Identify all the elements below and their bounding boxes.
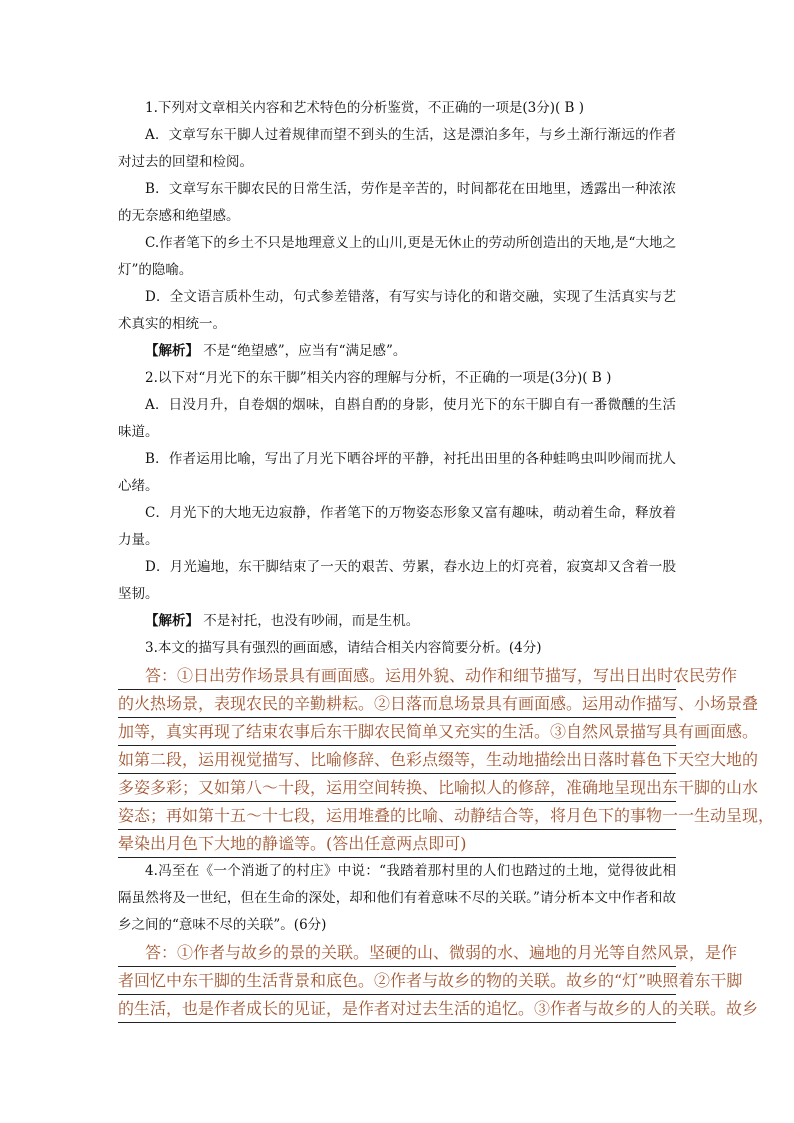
question-2-stem: 2.以下对“月光下的东干脚”相关内容的理解与分析，不正确的一项是(3分)( B ) xyxy=(145,370,612,386)
answer-line xyxy=(118,662,738,690)
question-3-answer xyxy=(118,662,775,858)
question-1-option-b: B．文章写东干脚农民的日常生活，劳作是辛苦的，时间都花在田地里，透露出一种浓浓的无奈感和绝望感。 xyxy=(118,181,676,224)
answer-line: 的火热场景，表现农民的辛勤耕耘。②日落而息场景具有画面感。运用动作描写、小场景叠 xyxy=(118,690,676,718)
question-3-stem: 3.本文的描写具有强烈的画面感，请结合相关内容简要分析。(4分) xyxy=(145,640,542,656)
question-2-option-b: B．作者运用比喻，写出了月光下晒谷坪的平静，衬托出田里的各种蛙鸣虫叫吵闹而扰人心绪。 xyxy=(118,451,676,494)
answer-label: 答： xyxy=(145,943,178,962)
question-4-answer xyxy=(118,939,759,1023)
question-2-option-a: A．日没月升，自卷烟的烟味，自斟自酌的身影，使月光下的东干脚自有一番微醺的生活味道。 xyxy=(118,397,676,440)
question-1-option-a: A．文章写东干脚人过着规律而望不到头的生活，这是漂泊多年，与乡土渐行渐远的作者对过去的回望和检阅。 xyxy=(118,127,676,170)
analysis-label: 【解析】 xyxy=(145,343,199,359)
answer-text: ①作者与故乡的景的关联。坚硬的山、微弱的水、遍地的月光等自然风景，是作 xyxy=(177,943,738,962)
question-1-analysis xyxy=(118,338,676,365)
answer-line: 晕染出月色下大地的静谧等。(答出任意两点即可) xyxy=(118,830,676,858)
answer-line xyxy=(118,939,738,967)
question-4-stem: 4.冯至在《一个消逝了的村庄》中说：“我踏着那村里的人们也踏过的土地，觉得彼此相隔虽然将及一世纪，但在生命的深处，却和他们有着意味不尽的关联。”请分析本文中作者和故乡之间的“意味不尽的关联”。(6分) xyxy=(118,863,676,933)
answer-line: 多姿多彩；又如第八～十段，运用空间转换、比喻拟人的修辞，准确地呈现出东干脚的山水 xyxy=(118,774,676,802)
analysis-text: 不是“绝望感”，应当有“满足感”。 xyxy=(199,343,407,359)
question-2-analysis xyxy=(118,608,676,635)
question-1-stem: 1.下列对文章相关内容和艺术特色的分析鉴赏，不正确的一项是(3分)( B ) xyxy=(145,100,585,116)
question-1-option-d: D．全文语言质朴生动，句式参差错落，有写实与诗化的和谐交融，实现了生活真实与艺术真实的相统一。 xyxy=(118,289,676,332)
answer-line: 者回忆中东干脚的生活背景和底色。②作者与故乡的物的关联。故乡的“灯”映照着东干脚 xyxy=(118,967,676,995)
document-content xyxy=(118,95,775,1023)
answer-line: 姿态；再如第十五～十七段，运用堆叠的比喻、动静结合等，将月色下的事物一一生动呈现， xyxy=(118,802,676,830)
question-2-option-c: C．月光下的大地无边寂静，作者笔下的万物姿态形象又富有趣味，萌动着生命，释放着力量。 xyxy=(118,505,676,548)
question-1-option-c: C.作者笔下的乡土不只是地理意义上的山川,更是无休止的劳动所创造出的天地,是“大地之灯”的隐喻。 xyxy=(118,235,676,278)
answer-line: 的生活，也是作者成长的见证，是作者对过去生活的追忆。③作者与故乡的人的关联。故乡 xyxy=(118,995,676,1023)
answer-text: ①日出劳作场景具有画面感。运用外貌、动作和细节描写，写出日出时农民劳作 xyxy=(177,666,738,685)
analysis-text: 不是衬托，也没有吵闹，而是生机。 xyxy=(199,613,420,629)
question-2-option-d: D．月光遍地，东干脚结束了一天的艰苦、劳累，舂水边上的灯亮着，寂寞却又含着一股坚韧。 xyxy=(118,559,676,602)
analysis-label: 【解析】 xyxy=(145,613,199,629)
answer-line: 加等，真实再现了结束农事后东干脚农民简单又充实的生活。③自然风景描写具有画面感。 xyxy=(118,718,676,746)
answer-line: 如第二段，运用视觉描写、比喻修辞、色彩点缀等，生动地描绘出日落时暮色下天空大地的 xyxy=(118,746,676,774)
answer-label: 答： xyxy=(145,666,178,685)
